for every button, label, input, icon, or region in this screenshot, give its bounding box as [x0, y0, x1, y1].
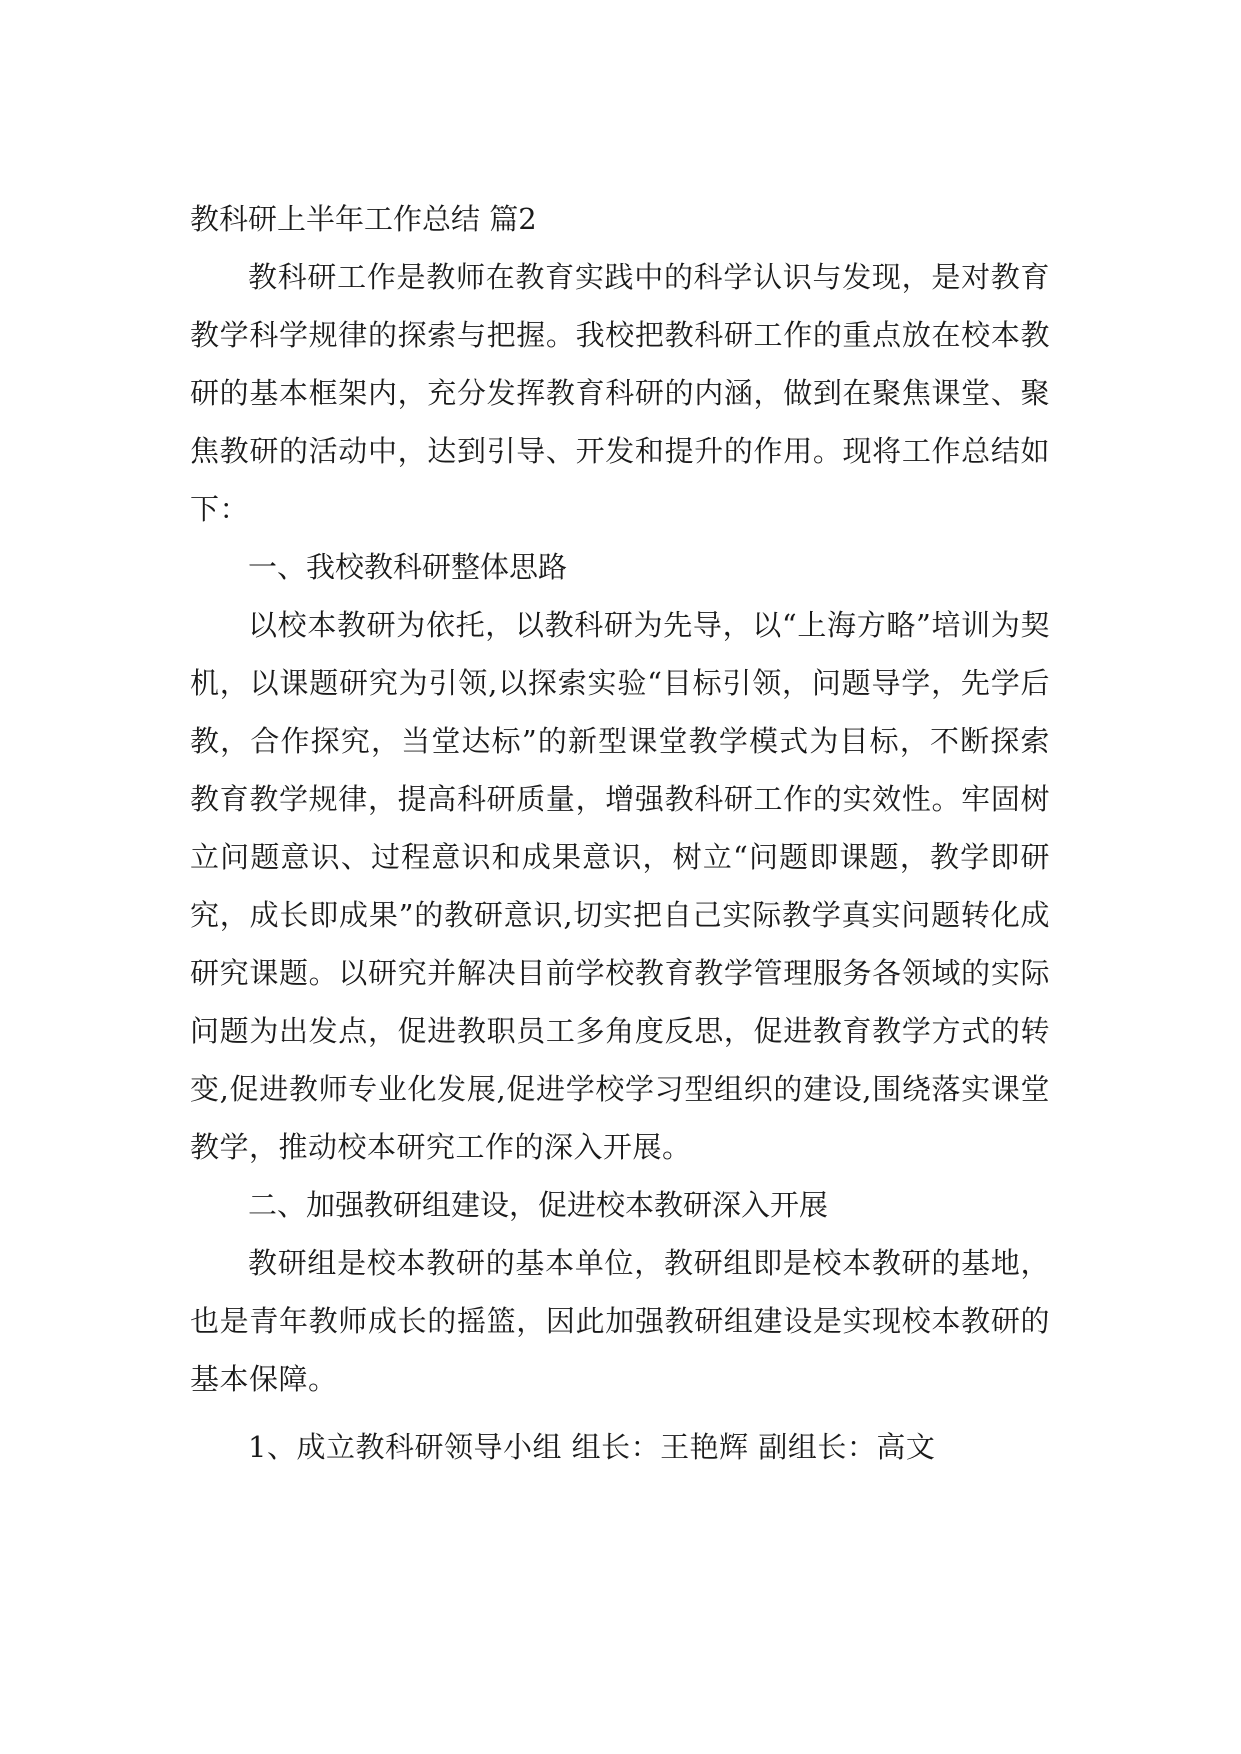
list-item-leadership-group: 1、成立教科研领导小组 组长：王艳辉 副组长：高文 — [248, 1430, 936, 1464]
document-title: 教科研上半年工作总结 篇2 — [190, 202, 537, 236]
intro-paragraph: 教科研工作是教师在教育实践中的科学认识与发现，是对教育教学科学规律的探索与把握。我校把教科研工作的重点放在校本教研的基本框架内，充分发挥教育科研的内涵，做到在聚焦课堂、聚焦教研的活动中，达到引导、开发和提升的作用。现将工作总结如下： — [190, 260, 1050, 526]
document-body — [190, 190, 1050, 1476]
section-heading-overall-approach: 一、我校教科研整体思路 — [248, 550, 568, 584]
section-paragraph-group-building: 教研组是校本教研的基本单位，教研组即是校本教研的基地，也是青年教师成长的摇篮，因此加强教研组建设是实现校本教研的基本保障。 — [190, 1246, 1050, 1396]
section-heading-group-building: 二、加强教研组建设，促进校本教研深入开展 — [248, 1188, 829, 1222]
section-paragraph-overall-approach: 以校本教研为依托，以教科研为先导，以“上海方略”培训为契机，以课题研究为引领,以探索实验“目标引领，问题导学，先学后教，合作探究，当堂达标”的新型课堂教学模式为目标，不断探索教育教学规律，提高科研质量，增强教科研工作的实效性。牢固树立问题意识、过程意识和成果意识，树立“问题即课题，教学即研究，成长即成果”的教研意识,切实把自己实际教学真实问题转化成研究课题。以研究并解决目前学校教育教学管理服务各领域的实际问题为出发点，促进教职员工多角度反思，促进教育教学方式的转变,促进教师专业化发展,促进学校学习型组织的建设,围绕落实课堂教学，推动校本研究工作的深入开展。 — [190, 608, 1050, 1164]
